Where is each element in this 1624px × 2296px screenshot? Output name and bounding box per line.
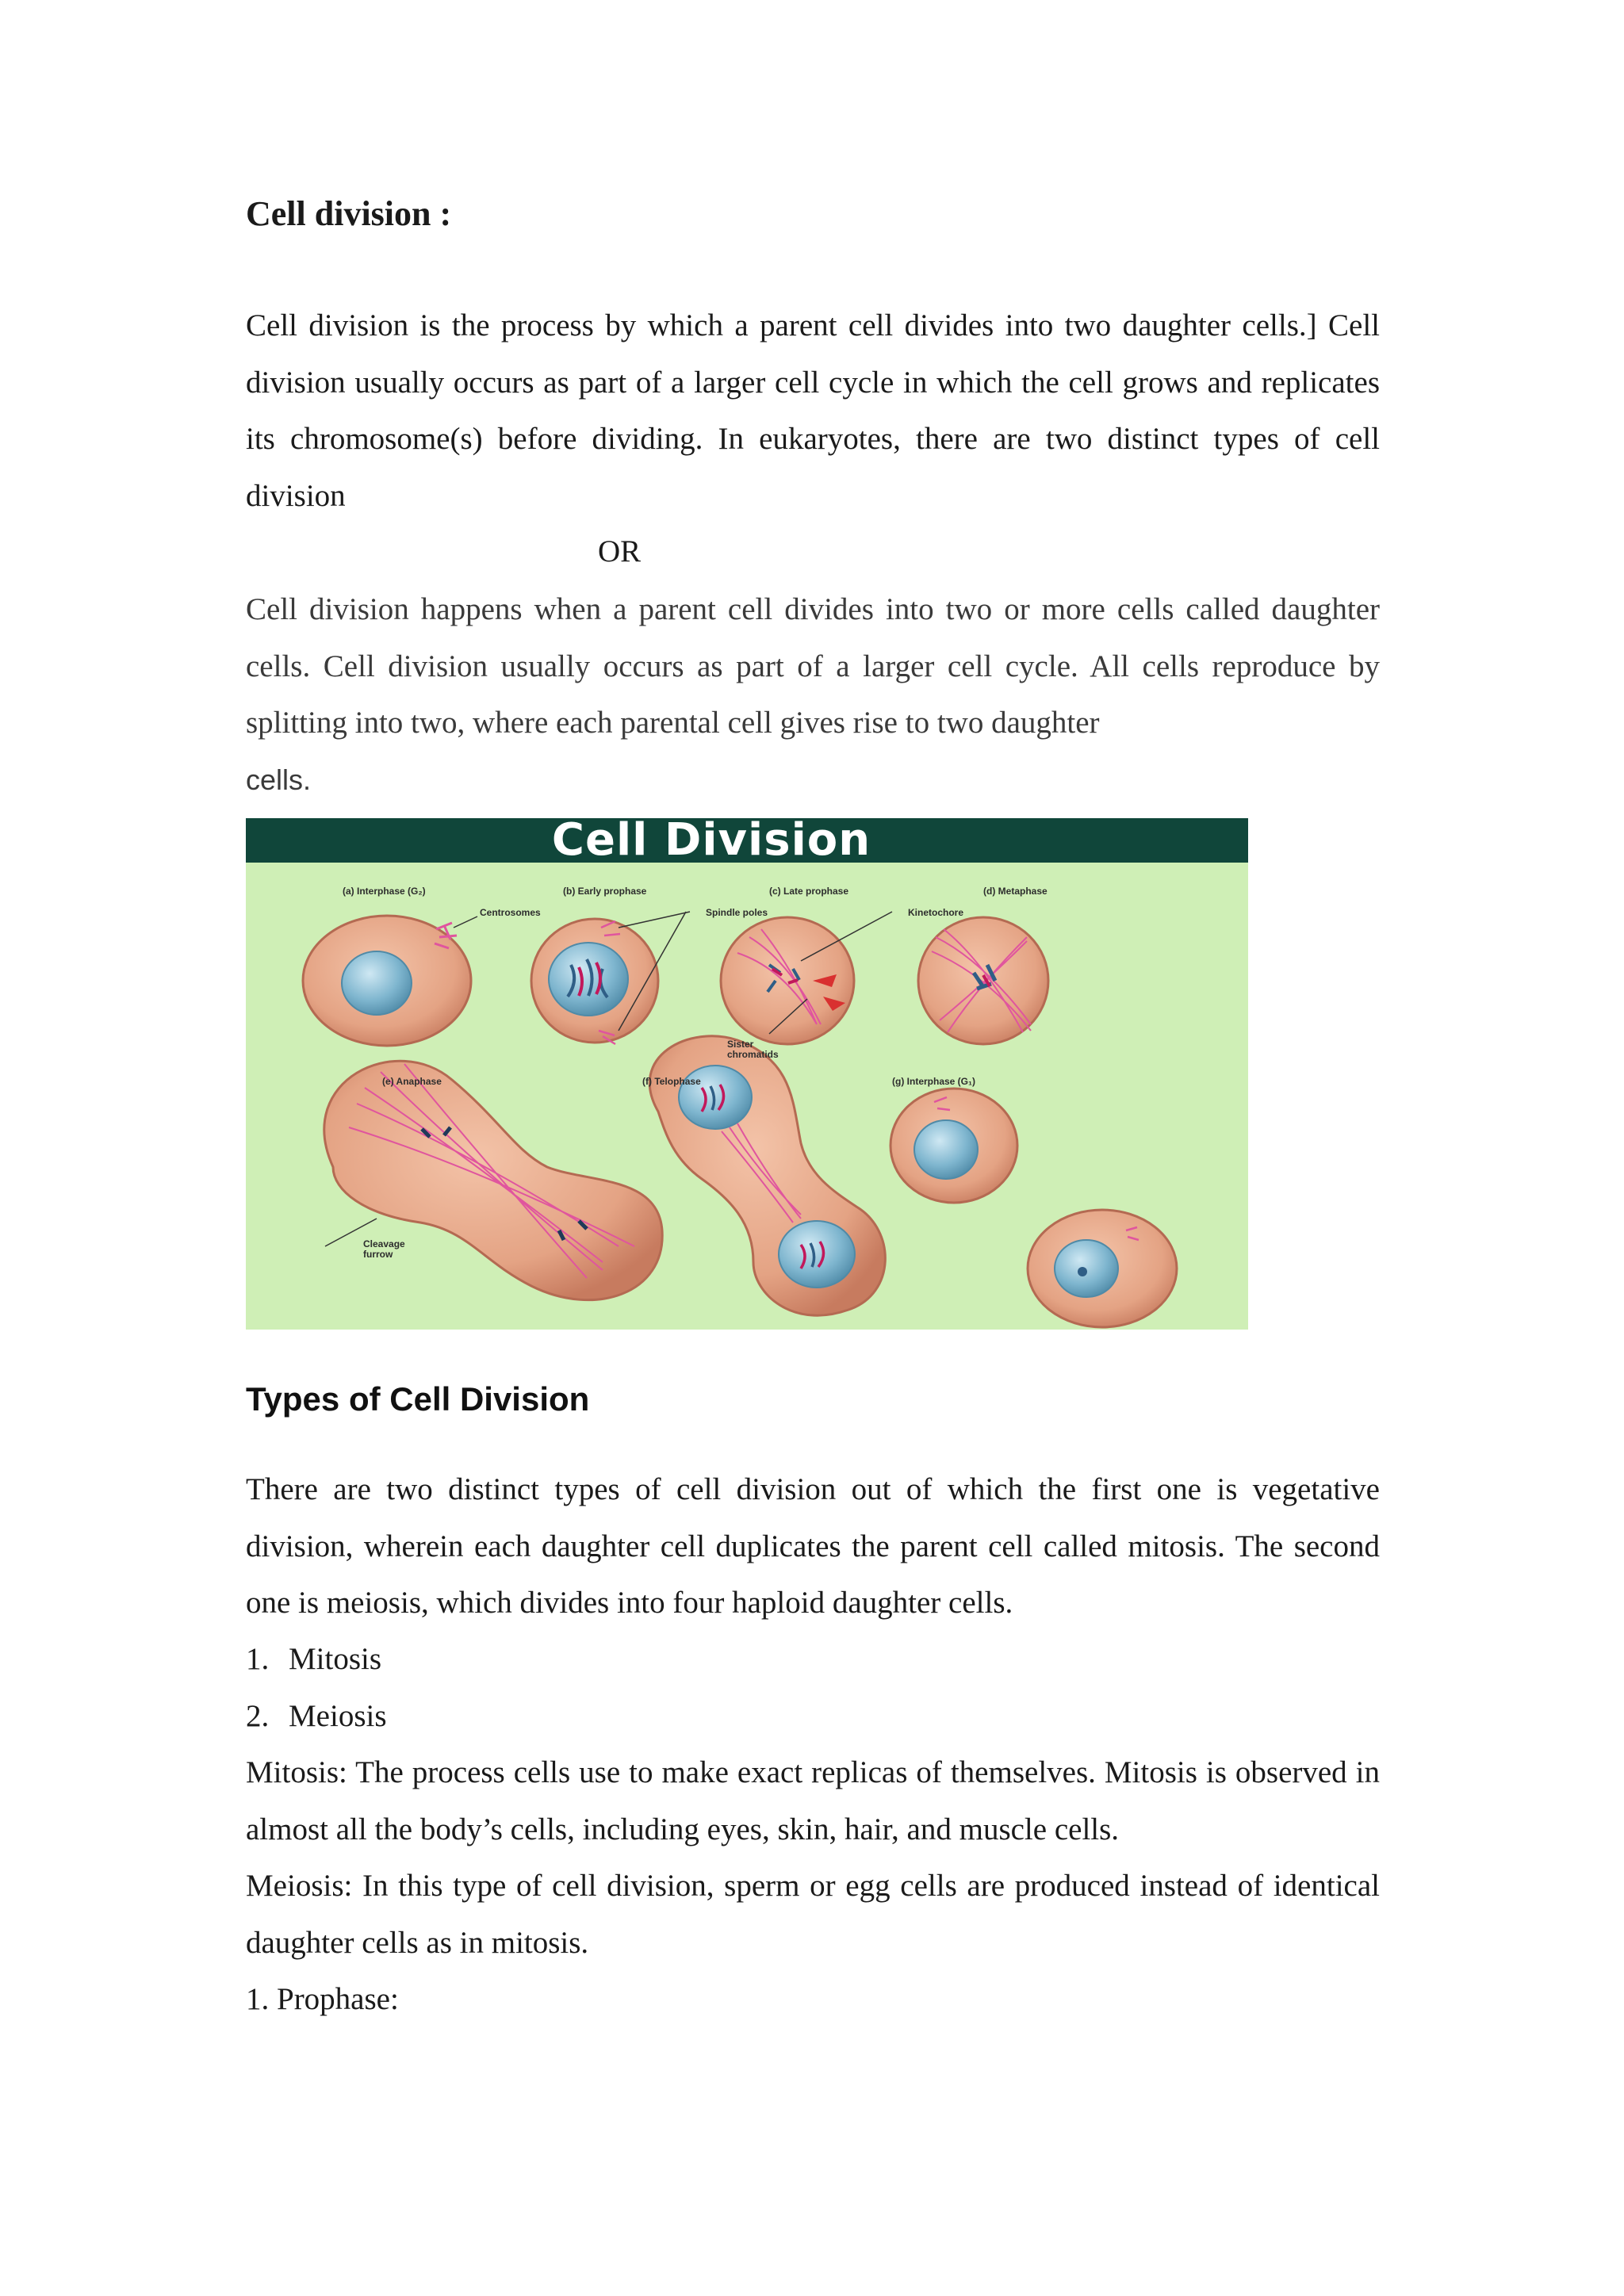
label-centrosomes: Centrosomes (480, 907, 541, 918)
alt-definition-tail: cells. (246, 763, 312, 796)
label-furrow: furrow (363, 1249, 393, 1260)
label-stage-f: (f) Telophase (642, 1076, 701, 1087)
label-kinetochore: Kinetochore (908, 907, 964, 918)
mitosis-paragraph: Mitosis: The process cells use to make exact replicas of themselves. Mitosis is observed in almost all the body’s cells, including eyes, skin, hair, and muscle cells. (246, 1755, 1380, 1846)
list-item (246, 1688, 387, 1745)
stage-e-cell (324, 1061, 662, 1299)
list-item-label: Meiosis (289, 1698, 387, 1733)
label-cleavage: Cleavage (363, 1238, 405, 1249)
label-spindle-poles: Spindle poles (706, 907, 768, 918)
list-item-number: 1. (246, 1642, 270, 1676)
stage-g-cell-2 (1028, 1210, 1177, 1327)
list-item (246, 1631, 387, 1688)
meiosis-paragraph: Meiosis: In this type of cell division, sperm or egg cells are produced instead of identical daughter cells as in mitosis. (246, 1869, 1380, 1960)
label-stage-a: (a) Interphase (G₂) (343, 886, 426, 897)
types-heading: Types of Cell Division (246, 1380, 590, 1418)
stage-g-cell-1 (891, 1089, 1017, 1203)
types-paragraph: There are two distinct types of cell division out of which the first one is vegetative division, wherein each daughter cell duplicates the parent cell called mitosis. The second one is meiosis, which divides into four haploid daughter cells. (246, 1472, 1380, 1620)
stage-a-cell (303, 916, 477, 1046)
figure-title: Cell Division (551, 818, 871, 866)
label-stage-e: (e) Anaphase (382, 1076, 442, 1087)
label-chromatids: chromatids (727, 1049, 779, 1060)
label-stage-b: (b) Early prophase (563, 886, 647, 897)
intro-paragraph: Cell division is the process by which a parent cell divides into two daughter cells.] Cell division usually occurs as part of a larger cell cycle in which the cell grows and replicates its chromosome(s) before dividing. In eukaryotes, there are two distinct types of cell division (246, 308, 1380, 513)
stage-d-cell (918, 917, 1048, 1044)
figure-title-banner (246, 818, 1248, 866)
prophase-line: 1. Prophase: (246, 1982, 399, 2016)
label-stage-d: (d) Metaphase (983, 886, 1048, 897)
alt-definition-text: Cell division happens when a parent cell divides into two or more cells called daughter cells. Cell division usually occurs as part of a larger cell cycle. All cells reproduce by splitting into two, where each parental cell gives rise to two daughter (246, 592, 1380, 740)
division-types-list (246, 1631, 387, 1744)
list-item-number: 2. (246, 1698, 270, 1733)
label-sister: Sister (727, 1039, 754, 1050)
label-stage-g: (g) Interphase (G₁) (892, 1076, 975, 1087)
stage-c-cell (721, 912, 892, 1044)
list-item-label: Mitosis (289, 1642, 382, 1676)
page-title: Cell division : (246, 194, 452, 233)
or-separator: OR (598, 534, 642, 568)
label-stage-c: (c) Late prophase (769, 886, 849, 897)
cell-division-figure (246, 818, 1248, 1330)
alt-definition-paragraph (246, 581, 1380, 808)
stage-b-cell (531, 912, 690, 1044)
